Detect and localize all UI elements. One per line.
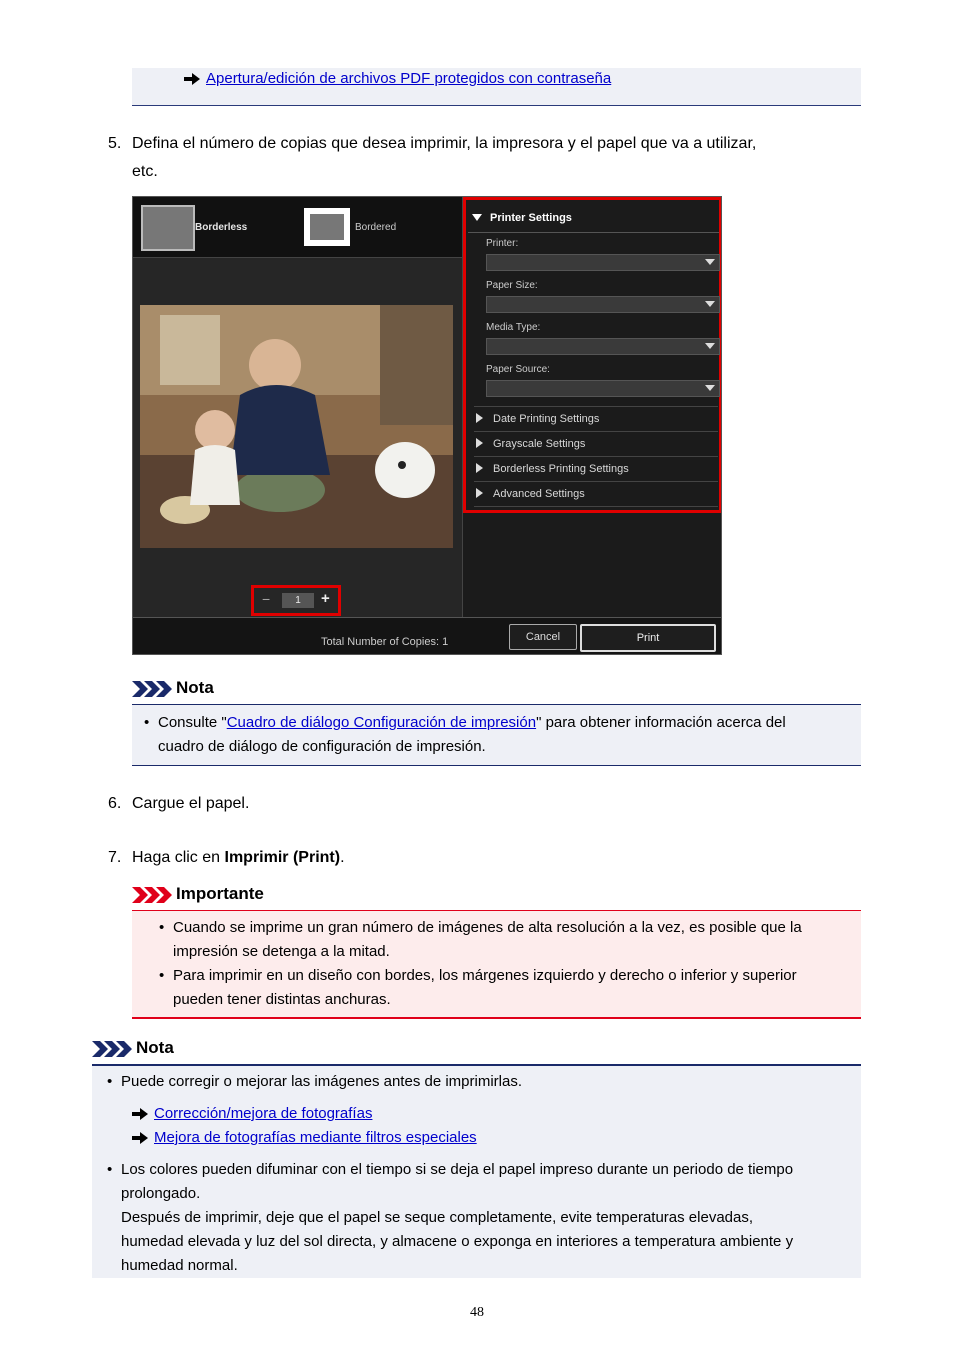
paper-source-select[interactable] <box>486 380 720 397</box>
arrow-right-icon <box>184 73 200 85</box>
printer-label: Printer: <box>486 238 519 249</box>
media-type-select[interactable] <box>486 338 720 355</box>
expand-right-icon <box>476 413 483 423</box>
dropdown-arrow-icon <box>705 301 715 307</box>
step-number: 7. <box>108 849 122 866</box>
bordered-label: Bordered <box>355 222 397 233</box>
layout-strip <box>133 197 462 257</box>
arrow-right-icon <box>132 1108 148 1120</box>
note1-bullet: • Consulte "Cuadro de diálogo Configuración de impresión" para obtener información acerca del cuadro de diálogo de configuración de impresión. <box>144 714 786 755</box>
related-link-row <box>184 70 611 88</box>
important-title: Importante <box>176 884 264 903</box>
step-text-cont: etc. <box>132 163 158 180</box>
note2-link-row-2 <box>132 1126 477 1150</box>
dropdown-arrow-icon <box>705 343 715 349</box>
date-printing-settings-row[interactable]: Date Printing Settings <box>474 406 718 431</box>
borderless-thumb[interactable] <box>141 205 195 251</box>
important-chevrons-icon <box>132 887 172 903</box>
step-text: Defina el número de copias que desea imprimir, la impresora y el papel que va a utilizar, <box>132 135 757 152</box>
expand-right-icon <box>476 463 483 473</box>
important-bullet-2: • Para imprimir en un diseño con bordes, los márgenes izquierdo y derecho o inferior y superior pueden tener distintas anchuras. <box>159 967 797 1008</box>
dropdown-arrow-icon <box>705 385 715 391</box>
note2-bullet-2: • Los colores pueden difuminar con el tiempo si se deja el papel impreso durante un periodo de tiempo prolongado. Después de imprimir, deje que el papel se seque completamente, evite temperaturas elevadas, humedad elevada y luz del sol directa, y almacene o exponga en interiores a temperatura ambiente y humedad normal. <box>107 1161 794 1274</box>
print-command-label: Imprimir (Print) <box>224 849 341 866</box>
page-number: 48 <box>470 1305 484 1320</box>
important-bullet-1: • Cuando se imprime un gran número de imágenes de alta resolución a la vez, es posible que la impresión se detenga a la mitad. <box>159 919 802 960</box>
note-chevrons-icon <box>132 681 172 697</box>
note1-title: Nota <box>176 678 214 697</box>
expand-right-icon <box>476 438 483 448</box>
note-chevrons-icon <box>92 1041 132 1057</box>
note1-box <box>132 705 861 766</box>
borderless-printing-settings-row[interactable]: Borderless Printing Settings <box>474 456 718 481</box>
expand-down-icon <box>472 214 482 221</box>
pdf-password-link[interactable]: Apertura/edición de archivos PDF protegidos con contraseña <box>206 70 612 87</box>
important-header <box>132 884 861 911</box>
step-5 <box>108 130 868 186</box>
paper-size-select[interactable] <box>486 296 720 313</box>
note2-header <box>92 1038 861 1066</box>
note1-header <box>132 678 861 705</box>
grayscale-settings-row[interactable]: Grayscale Settings <box>474 431 718 456</box>
expand-right-icon <box>476 488 483 498</box>
total-copies-label: Total Number of Copies: 1 <box>321 636 449 648</box>
paper-source-label: Paper Source: <box>486 364 550 375</box>
step-number: 5. <box>108 135 122 152</box>
family-photo-image <box>140 305 453 548</box>
special-filters-link[interactable]: Mejora de fotografías mediante filtros especiales <box>154 1129 477 1146</box>
step-text: Cargue el papel. <box>132 795 250 812</box>
advanced-settings-row[interactable]: Advanced Settings <box>474 481 718 507</box>
borderless-label: Borderless <box>195 222 248 233</box>
photo-correction-link[interactable]: Corrección/mejora de fotografías <box>154 1105 373 1122</box>
arrow-right-icon <box>132 1132 148 1144</box>
total-copies-value: 1 <box>442 636 449 648</box>
media-type-label: Media Type: <box>486 322 541 333</box>
related-link-box <box>132 68 861 106</box>
cancel-button[interactable]: Cancel <box>509 624 577 650</box>
copies-highlight <box>251 585 341 616</box>
print-button[interactable]: Print <box>580 624 716 652</box>
print-dialog-screenshot <box>132 196 722 655</box>
step-number: 6. <box>108 795 122 812</box>
note2-title: Nota <box>136 1038 174 1057</box>
printer-settings-header[interactable]: Printer Settings <box>472 212 572 224</box>
copies-input[interactable]: 1 <box>282 593 314 608</box>
dropdown-arrow-icon <box>705 259 715 265</box>
step-6 <box>108 790 249 818</box>
increase-copies-button[interactable]: + <box>321 590 330 607</box>
printer-settings-highlight <box>463 197 722 513</box>
step-7: 7. Haga clic en Imprimir (Print). <box>108 844 345 872</box>
dialog-footer <box>133 617 722 655</box>
note2-box <box>92 1066 861 1278</box>
bordered-thumb[interactable] <box>304 208 350 246</box>
note2-bullet-1: • Puede corregir o mejorar las imágenes antes de imprimirlas. <box>107 1073 523 1090</box>
printer-select[interactable] <box>486 254 720 271</box>
paper-size-label: Paper Size: <box>486 280 538 291</box>
decrease-copies-button[interactable]: − <box>262 591 271 607</box>
print-settings-dialog-link[interactable]: Cuadro de diálogo Configuración de impresión <box>226 714 537 731</box>
important-box <box>132 911 861 1019</box>
note2-link-row-1 <box>132 1102 372 1126</box>
